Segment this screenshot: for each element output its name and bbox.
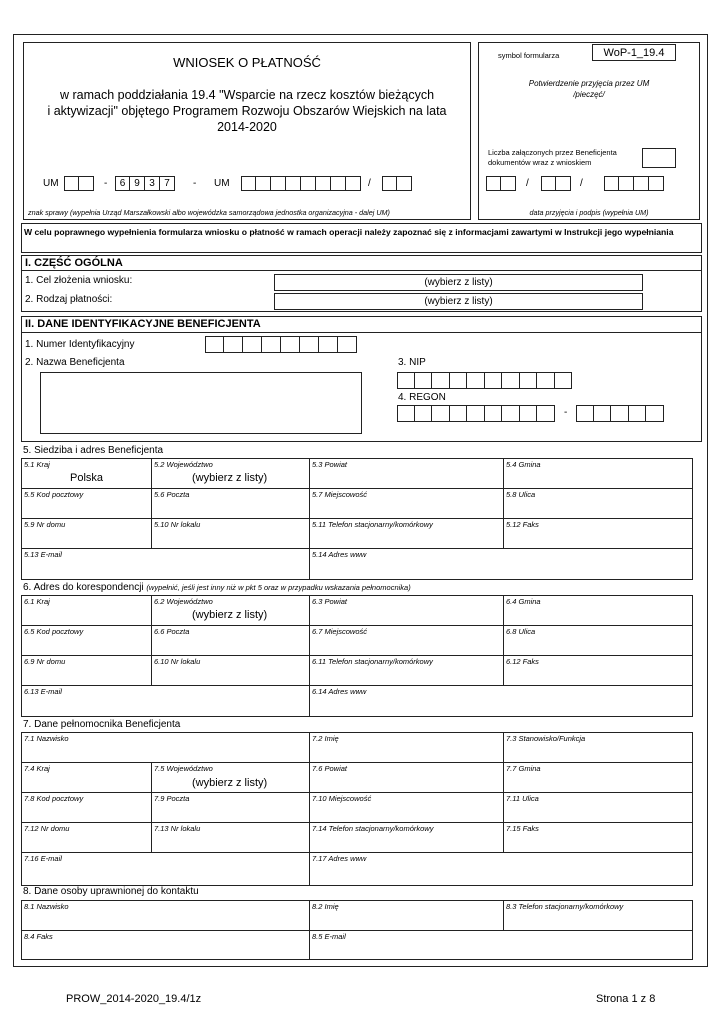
s5-title: 5. Siedziba i adres Beneficjenta bbox=[23, 445, 164, 456]
s6-grid bbox=[21, 595, 693, 717]
s8-imie: 8.2 Imię bbox=[312, 902, 339, 911]
s6-nrdomu: 6.9 Nr domu bbox=[24, 657, 66, 666]
s5-nrdomu: 5.9 Nr domu bbox=[24, 520, 66, 529]
code-dash-2: - bbox=[193, 178, 197, 189]
case-number-note: znak sprawy (wypełnia Urząd Marszałkowski albo wojewódzka samorządowa jednostka organizacyjna - dalej UM) bbox=[28, 208, 390, 217]
beneficiary-name-label: 2. Nazwa Beneficjenta bbox=[25, 357, 125, 368]
s6-kraj: 6.1 Kraj bbox=[24, 597, 50, 606]
footer-page: Strona 1 z 8 bbox=[596, 993, 656, 1005]
s7-woj-select[interactable]: (wybierz z listy) bbox=[192, 777, 268, 789]
s6-title: 6. Adres do korespondencji (wypełnić, jeśli jest inny niż w pkt 5 oraz w przypadku wskazania pełnomocnika) bbox=[23, 582, 411, 593]
s5-powiat: 5.3 Powiat bbox=[312, 460, 348, 469]
s7-kraj: 7.4 Kraj bbox=[24, 764, 50, 773]
s6-gmina: 6.4 Gmina bbox=[506, 597, 541, 606]
section1-title: I. CZĘŚĆ OGÓLNA bbox=[25, 257, 123, 269]
s6-kod: 6.5 Kod pocztowy bbox=[24, 627, 84, 636]
regon-dash: - bbox=[564, 407, 568, 418]
s7-nrdomu: 7.12 Nr domu bbox=[24, 824, 70, 833]
s6-miejscowosc: 6.7 Miejscowość bbox=[312, 627, 368, 636]
s6-telefon: 6.11 Telefon stacjonarny/komórkowy bbox=[312, 657, 433, 666]
attachments-label-1: Liczba załączonych przez Beneficjenta bbox=[488, 148, 617, 157]
form-subtitle-1: w ramach poddziałania 19.4 "Wsparcie na rzecz kosztów bieżących bbox=[59, 88, 435, 102]
code-dash-1: - bbox=[104, 178, 108, 189]
form-title: WNIOSEK O PŁATNOŚĆ bbox=[173, 55, 321, 70]
attachments-label-2: dokumentów wraz z wnioskiem bbox=[488, 158, 592, 167]
s5-gmina: 5.4 Gmina bbox=[506, 460, 541, 469]
s7-kod: 7.8 Kod pocztowy bbox=[24, 794, 84, 803]
s5-www: 5.14 Adres www bbox=[312, 550, 367, 559]
regon-suffix-field[interactable] bbox=[576, 405, 664, 422]
s7-poczta: 7.9 Poczta bbox=[154, 794, 190, 803]
s7-ulica: 7.11 Ulica bbox=[506, 794, 539, 803]
instruction-text: W celu poprawnego wypełnienia formularza wniosku o płatność w ramach operacji należy zapoznać się z informacjami zawartymi w Instrukcji jego wypełniania bbox=[24, 227, 674, 237]
s7-imie: 7.2 Imię bbox=[312, 734, 339, 743]
date-slash-2: / bbox=[580, 178, 583, 189]
s5-kraj: 5.1 Kraj bbox=[24, 460, 50, 469]
purpose-select[interactable]: (wybierz z listy) bbox=[274, 274, 643, 291]
s6-www: 6.14 Adres www bbox=[312, 687, 367, 696]
case-number-field[interactable] bbox=[241, 176, 361, 191]
case-slash: / bbox=[368, 178, 371, 189]
section2-title: II. DANE IDENTYFIKACYJNE BENEFICJENTA bbox=[25, 318, 261, 330]
regon-field[interactable] bbox=[397, 405, 555, 422]
s6-note: (wypełnić, jeśli jest inny niż w pkt 5 oraz w przypadku wskazania pełnomocnika) bbox=[146, 583, 411, 592]
nip-label: 3. NIP bbox=[398, 357, 426, 368]
form-subtitle-2: i aktywizacji" objętego Programem Rozwoju Obszarów Wiejskich na lata bbox=[47, 104, 447, 118]
s7-telefon: 7.14 Telefon stacjonarny/komórkowy bbox=[312, 824, 434, 833]
header-right-box bbox=[478, 42, 700, 220]
s7-www: 7.17 Adres www bbox=[312, 854, 367, 863]
confirm-label-1: Potwierdzenie przyjęcia przez UM bbox=[528, 79, 650, 88]
s7-faks: 7.15 Faks bbox=[506, 824, 539, 833]
form-subtitle-3: 2014-2020 bbox=[217, 120, 277, 134]
s5-grid bbox=[21, 458, 693, 580]
s6-woj-select[interactable]: (wybierz z listy) bbox=[192, 609, 268, 621]
receipt-day-field[interactable] bbox=[486, 176, 516, 191]
s8-telefon: 8.3 Telefon stacjonarny/komórkowy bbox=[506, 902, 624, 911]
id-number-field[interactable] bbox=[205, 336, 357, 353]
s6-email: 6.13 E-mail bbox=[24, 687, 62, 696]
s6-powiat: 6.3 Powiat bbox=[312, 597, 348, 606]
purpose-label: 1. Cel złożenia wniosku: bbox=[25, 275, 133, 286]
um-label-1: UM bbox=[43, 178, 59, 189]
s5-ulica: 5.8 Ulica bbox=[506, 490, 536, 499]
s5-telefon: 5.11 Telefon stacjonarny/komórkowy bbox=[312, 520, 433, 529]
um-code-field[interactable] bbox=[64, 176, 94, 191]
id-number-label: 1. Numer Identyfikacyjny bbox=[25, 339, 135, 350]
um-label-2: UM bbox=[214, 178, 230, 189]
s6-faks: 6.12 Faks bbox=[506, 657, 539, 666]
payment-type-label: 2. Rodzaj płatności: bbox=[25, 294, 113, 305]
s5-miejscowosc: 5.7 Miejscowość bbox=[312, 490, 368, 499]
s5-kod: 5.5 Kod pocztowy bbox=[24, 490, 84, 499]
s7-miejscowosc: 7.10 Miejscowość bbox=[312, 794, 372, 803]
confirm-label-2: /pieczęć/ bbox=[573, 90, 605, 99]
s7-stanowisko: 7.3 Stanowisko/Funkcja bbox=[506, 734, 586, 743]
nip-field[interactable] bbox=[397, 372, 572, 389]
s5-email: 5.13 E-mail bbox=[24, 550, 62, 559]
attachments-count-field[interactable] bbox=[642, 148, 676, 168]
s6-nrlokalu: 6.10 Nr lokalu bbox=[154, 657, 201, 666]
date-slash-1: / bbox=[526, 178, 529, 189]
s7-title: 7. Dane pełnomocnika Beneficjenta bbox=[23, 719, 181, 730]
s5-woj-select[interactable]: (wybierz z listy) bbox=[192, 472, 268, 484]
footer-code: PROW_2014-2020_19.4/1z bbox=[66, 993, 202, 1005]
case-year-field[interactable] bbox=[382, 176, 412, 191]
s7-woj: 7.5 Województwo bbox=[154, 764, 213, 773]
s5-nrlokalu: 5.10 Nr lokalu bbox=[154, 520, 201, 529]
s5-woj: 5.2 Województwo bbox=[154, 460, 213, 469]
receipt-month-field[interactable] bbox=[541, 176, 571, 191]
regon-label: 4. REGON bbox=[398, 392, 446, 403]
s8-title: 8. Dane osoby uprawnionej do kontaktu bbox=[23, 886, 199, 897]
s6-woj: 6.2 Województwo bbox=[154, 597, 213, 606]
s8-faks: 8.4 Faks bbox=[24, 932, 53, 941]
s7-email: 7.16 E-mail bbox=[24, 854, 62, 863]
symbol-value: WoP-1_19.4 bbox=[592, 44, 676, 61]
payment-type-select[interactable]: (wybierz z listy) bbox=[274, 293, 643, 310]
s5-kraj-value[interactable]: Polska bbox=[70, 472, 104, 484]
s5-poczta: 5.6 Poczta bbox=[154, 490, 190, 499]
s8-nazwisko: 8.1 Nazwisko bbox=[24, 902, 69, 911]
receipt-year-field[interactable] bbox=[604, 176, 664, 191]
symbol-label: symbol formularza bbox=[498, 51, 560, 60]
s6-ulica: 6.8 Ulica bbox=[506, 627, 536, 636]
s7-nazwisko: 7.1 Nazwisko bbox=[24, 734, 69, 743]
s5-faks: 5.12 Faks bbox=[506, 520, 539, 529]
receipt-date-note: data przyjęcia i podpis (wypełnia UM) bbox=[529, 208, 649, 217]
s7-nrlokalu: 7.13 Nr lokalu bbox=[154, 824, 201, 833]
s7-gmina: 7.7 Gmina bbox=[506, 764, 541, 773]
s8-email: 8.5 E-mail bbox=[312, 932, 346, 941]
s7-powiat: 7.6 Powiat bbox=[312, 764, 348, 773]
region-code-field[interactable]: 6 9 3 7 bbox=[115, 176, 175, 191]
s6-poczta: 6.6 Poczta bbox=[154, 627, 190, 636]
beneficiary-name-field[interactable] bbox=[40, 372, 362, 434]
